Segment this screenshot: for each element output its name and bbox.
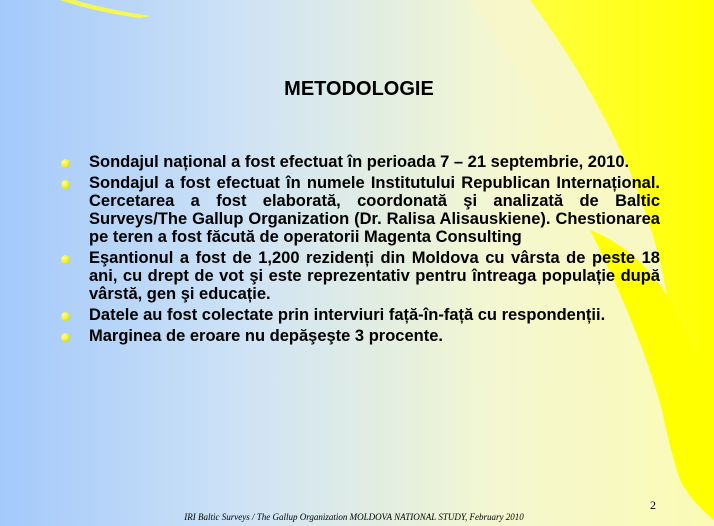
bullet-item: Sondajul național a fost efectuat în perioada 7 – 21 septembrie, 2010. (60, 153, 660, 171)
bullet-icon (61, 159, 70, 168)
bullet-list (60, 153, 660, 348)
bullet-icon (61, 312, 70, 321)
page-number: 2 (650, 498, 656, 512)
bullet-icon (61, 255, 70, 264)
bullet-item: Eşantionul a fost de 1,200 rezidenți din Moldova cu vârsta de peste 18 ani, cu drept de vot şi este reprezentativ pentru întreaga populație după vârstă, gen şi educație. (60, 249, 660, 303)
bullet-icon (61, 180, 70, 189)
bullet-item: Sondajul a fost efectuat în numele Institutului Republican Internațional. Cercetarea a fost elaborată, coordonată şi analizată de Baltic Surveys/The Gallup Organization (Dr. Ralisa Alisauskiene). Chestionarea pe teren a fost făcută de operatorii Magenta Consulting (60, 174, 660, 246)
bullet-item: Marginea de eroare nu depăşeşte 3 procente. (60, 327, 660, 345)
bullet-item: Datele au fost colectate prin interviuri față-în-față cu respondenții. (60, 306, 660, 324)
bullet-icon (61, 333, 70, 342)
slide-title: METODOLOGIE (284, 78, 434, 100)
footer-text: IRI Baltic Surveys / The Gallup Organization MOLDOVA NATIONAL STUDY, February 2010 (184, 512, 524, 522)
